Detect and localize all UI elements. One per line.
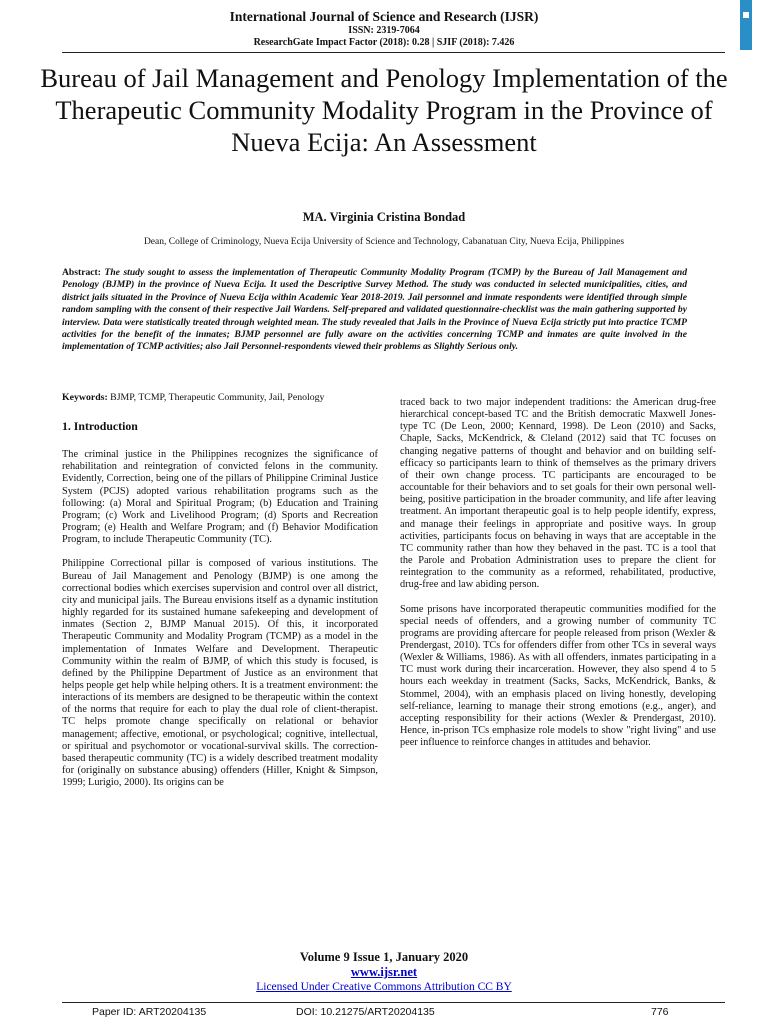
footer-divider bbox=[62, 1002, 725, 1003]
journal-impact: ResearchGate Impact Factor (2018): 0.28 | SJIF (2018): 7.426 bbox=[253, 37, 515, 48]
body-paragraph: Some prisons have incorporated therapeutic communities modified for the special needs of offenders, and a growing number of community TC programs are providing aftercare for people released from prison (Wexler & Prendergast, 2010). TCs for offenders differ from other TCs in several ways (Wexler & Williams, 1986). As with all offenders, inmates participating in a TC must work during their incarceration. However, they also spend 4 to 5 hours each weekday in treatment (Sacks, Sacks, McKendrick, Banks, & Stommel, 2004), with an emphasis placed on living honestly, developing self-reliance, learning to manage their strong emotions (e.g., anger), and accepting responsibility for their actions (Wexler & Prendergast, 2010). Hence, in-prison TCs emphasize role models to show "right living" and use peer influence to reinforce changes in attitudes and behavior. bbox=[400, 603, 716, 749]
body-paragraph: The criminal justice in the Philippines recognizes the significance of rehabilitation and reintegration of convicted felons in the community. Evidently, Correction, being one of the pillars of Philippine Criminal Justice System (PCJS) adopted various rehabilitation programs such as the following: (a) Moral and Spiritual Program; (b) Education and Training Program; (c) Work and Livelihood Program; (d) Sports and Recreation Program; (e) Health and Welfare Program; and (f) Behavior Modification Program, to include Therapeutic Community (TC). bbox=[62, 449, 378, 546]
section-heading: 1. Introduction bbox=[62, 419, 138, 433]
author-affiliation: Dean, College of Criminology, Nueva Ecija University of Science and Technology, Cabanatuan City, Nueva Ecija, Philippines bbox=[143, 237, 625, 247]
body-paragraph: Philippine Correctional pillar is composed of various institutions. The Bureau of Jail Management and Penology (BJMP) is one among the correctional bodies which exercises supervision and control over all district, city and municipal jails. The Bureau envisions itself as a dynamic institution highly regarded for its sustained humane safekeeping and development of inmates (Section 2, BJMP Manual 2015). Of this, it incorporated Therapeutic Community and Modality Program (TCMP) as a model in the implementation of Inmates Welfare and Development. Therapeutic Community within the realm of BJMP, of which this study is focused, is defined by the Philippine Department of Justice as an environment that helps people get help while helping others. It is a treatment environment: the interactions of its members are designed to be therapeutic within the context of the norms that require for each to play the dual role of client-therapist. TC helps promote change specifically on relational or behavior management; affective, emotional, or psychological; cognitive, intellectual, or spiritual and psychomotor or vocational-survival skills. The correction-based therapeutic community (TC) is a widely described treatment modality for (originally on substance abusing) offenders (Hiller, Knight & Simpson, 1999; Lurigio, 2000). Its origins can be bbox=[62, 558, 378, 789]
journal-website-link[interactable]: www.ijsr.net bbox=[350, 965, 418, 979]
page-number: 776 bbox=[651, 1006, 669, 1018]
license-link[interactable]: Licensed Under Creative Commons Attribution CC BY bbox=[256, 981, 512, 993]
journal-footer bbox=[0, 950, 768, 994]
journal-issn: ISSN: 2319-7064 bbox=[348, 25, 420, 36]
article-title: Bureau of Jail Management and Penology Implementation of the Therapeutic Community Modality Program in the Province of Nueva Ecija: An Assessment bbox=[40, 63, 728, 157]
volume-issue: Volume 9 Issue 1, January 2020 bbox=[299, 950, 469, 964]
abstract bbox=[62, 267, 687, 354]
journal-header bbox=[0, 8, 768, 49]
journal-name: International Journal of Science and Research (IJSR) bbox=[229, 9, 539, 24]
article-author: MA. Virginia Cristina Bondad bbox=[302, 210, 466, 224]
abstract-text: The study sought to assess the implementation of Therapeutic Community Modality Program (TCMP) by the Bureau of Jail Management and Penology (BJMP) in the province of Nueva Ecija. It used the Descriptive Survey Method. The study was conducted in selected municipalities, cities, and district jails situated in the Province of Nueva Ecija within Academic Year 2018-2019. Jail personnel and inmate respondents were identified through simple random sampling with the consent of their respective Jail Wardens. Self-prepared and validated questionnaire-checklist was the main gathering supported by interview. Data were statistically treated through weighted mean. The study revealed that Jails in the Province of Nueva Ecija strictly put into practice TCMP activities for the benefit of the inmates; BJMP personnel are fully aware on the activities concerning TCMP and inmates are quite involved in the implementation of TCMP activities; also Jail Personnel-respondents viewed their problems as Slightly Serious only. bbox=[62, 267, 687, 353]
abstract-label: Abstract: bbox=[62, 267, 101, 278]
keywords-text: BJMP, TCMP, Therapeutic Community, Jail, Penology bbox=[110, 392, 325, 403]
paper-id: Paper ID: ART20204135 bbox=[92, 1006, 207, 1018]
keywords-label: Keywords: bbox=[62, 392, 108, 403]
header-divider bbox=[62, 52, 725, 53]
right-column bbox=[400, 397, 716, 761]
body-paragraph: traced back to two major independent traditions: the American drug-free hierarchical concept-based TC and the British democratic Maxwell Jones-type TC (De Leon, 2000; Kennard, 1998). De Leon (2010) and Sacks, Chaple, Sacks, McKendrick, & Cleland (2012) said that TC focuses on changing negative patterns of thought and behavior and on building self-efficacy so participants learn to think of themselves as the primary drivers of their own change process. TC participants are encouraged to be accountable for their behaviors and to set goals for their own personal well-being, positive participation in the broader community, and life after leaving treatment. An important therapeutic goal is to help people identify, express, and manage their feelings in appropriate and positive ways. In group activities, participants focus on behaving in ways that are acceptable in the TC community rather than how they behaved in the past. TC is a tool that the Parole and Probation Administration uses to prepare the client for reintegration to the community as a reformed, rehabilitated, productive, drug-free and law abiding person. bbox=[400, 397, 716, 591]
left-column bbox=[62, 420, 378, 801]
doi: DOI: 10.21275/ART20204135 bbox=[296, 1006, 435, 1018]
